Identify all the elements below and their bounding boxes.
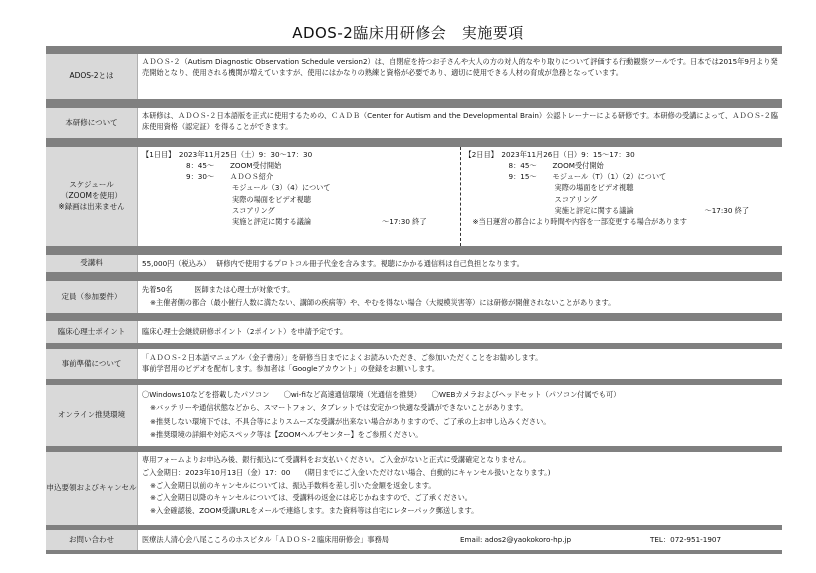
schedule-day1 (138, 147, 461, 246)
row-label: 申込要領およびキャンセル (46, 452, 138, 525)
row-schedule (46, 147, 782, 246)
row-content (138, 385, 782, 446)
row-fee (46, 255, 782, 272)
schedule-line: 9：30～ ＡＤＯＳ紹介 (186, 172, 274, 182)
row-content (138, 349, 782, 379)
about-description: 本研修は、ＡＤＯＳ-２日本語版を正式に使用するための、ＣＡＤＢ（Center for Autism and the Developmental Brain）公認トレーナーによる研修です。本研修の受講によって、ＡＤＯＳ-２臨床使用資格（認定証）を得ることができます。 (142, 111, 778, 132)
contact-email[interactable]: Email: ados2@yaokokoro-hp.jp (460, 535, 572, 544)
schedule-line: 実施と評定に関する議論 ～17:30 終了 (554, 205, 750, 215)
row-label: オンライン推奨環境 (46, 385, 138, 446)
online-note: ※推奨環境の詳細や対応スペック等は【ZOOMヘルプセンター】をご参照ください。 (150, 429, 423, 439)
row-divider (46, 272, 782, 281)
schedule-sub: スコアリング (554, 194, 598, 204)
row-online (46, 385, 782, 446)
schedule-sub: 実際の場面をビデオ視聴 (232, 194, 311, 204)
day1-header: 【1日目】 2023年11月25日（土）9：30～17：30 (142, 150, 313, 159)
schedule-sub: 実際の場面をビデオ視聴 (554, 183, 634, 193)
online-note: ※バッテリーや通信状態などから、スマートフォン、タブレットでは安定かつ快適な受講ができないことがあります。 (150, 403, 528, 413)
apply-text: 専用フォームよりお申込み後、銀行振込にて受講料をお支払いください。ご入金がないと正式に受講確定となりません。 (142, 455, 531, 464)
row-content (138, 108, 782, 138)
schedule-label-line: （ZOOMを使用） (61, 191, 122, 201)
schedule-note: ※当日運営の都合により時間や内容を一部変更する場合があります (472, 216, 687, 226)
schedule-day2 (461, 147, 783, 246)
schedule-line: 9：15～ モジュール（T）（1）（2）について (508, 172, 667, 182)
row-content (138, 452, 782, 525)
prep-text: 「ＡＤＯＳ-２日本語マニュアル（金子書房）」を研修当日までによくお読みいただき、ご参加いただくことをお勧めします。 (142, 353, 543, 362)
row-label: 事前準備について (46, 349, 138, 379)
row-divider (46, 246, 782, 255)
ados-description: ＡＤＯＳ-２（Autism Diagnostic Observation Schedule version2）は、自閉症を持つお子さんや大人の方の対人的なやり取りについて評価する行動観察ツールです。日本では2015年9月より発売開始となり、使用される機関が増えていますが、使用にはかなりの熟練と資格が必要であり、適切に使用できる人材の育成が急務となっています。 (142, 57, 778, 78)
points-text: 臨床心理士会継続研修ポイント（2ポイント）を申請予定です。 (142, 327, 348, 336)
row-apply (46, 452, 782, 525)
apply-note: ※入金確認後、ZOOM受講URLをメールで連絡します。また資料等は自宅にレターパック郵送します。 (150, 506, 479, 516)
row-content (138, 147, 782, 246)
capacity-text: 先着50名 医師または心理士が対象です。 (142, 285, 295, 294)
online-note: ※推奨しない環境下では、不具合等によりスムーズな受講が出来ない場合がありますので、ご了承の上お申し込みください。 (150, 416, 551, 426)
schedule-label-line: ※録画は出来ません (58, 201, 125, 211)
schedule-sub: スコアリング (232, 205, 275, 215)
online-requirements: 〇Windows10などを搭載したパソコン 〇wi-fiなど高速通信環境（光通信を推奨） 〇WEBカメラおよびヘッドセット（パソコン付属でも可） (142, 390, 621, 399)
schedule-sub: モジュール（3）（4）について (232, 183, 331, 193)
row-divider (46, 550, 782, 554)
page-title: ADOS-2臨床用研修会 実施要項 (292, 24, 524, 42)
apply-deadline: ご入金期日：2023年10月13日（金）17：00 (期日までにご入金いただけない場合、自動的にキャンセル扱いとなります。) (142, 467, 551, 477)
row-content (138, 54, 782, 99)
prep-text: 事前学習用のビデオを配布します。参加者は「Googleアカウント」の登録をお願いします。 (142, 364, 440, 374)
capacity-note: ※主催者側の都合（最小催行人数に満たない、講師の疾病等）や、やむを得ない場合（大規模災害等）には研修が開催されないことがあります。 (150, 297, 616, 307)
day2-header: 【2日目】 2023年11月26日（日）9：15～17：30 (464, 150, 635, 159)
schedule-line: 8：45～ ZOOM受付開始 (508, 161, 604, 171)
row-capacity (46, 281, 782, 313)
row-content (138, 281, 782, 313)
row-label: 臨床心理士ポイント (46, 321, 138, 343)
schedule-label-line: スケジュール (69, 180, 114, 190)
schedule-line: 8：45～ ZOOM受付開始 (186, 161, 282, 171)
fee-text: 55,000円（税込み） 研修内で使用するプロトコル冊子代金を含みます。視聴にかかる通信料は自己負担となります。 (142, 259, 524, 268)
row-content (138, 530, 782, 550)
row-contact (46, 530, 782, 550)
row-label: 本研修について (46, 108, 138, 138)
row-prep (46, 349, 782, 379)
row-about (46, 108, 782, 138)
row-label: 受講料 (46, 255, 138, 272)
row-content (138, 321, 782, 343)
apply-note: ※ご入金期日以前のキャンセルについては、振込手数料を差し引いた金額を返金します。 (150, 480, 436, 490)
row-ados (46, 54, 782, 99)
row-label: お問い合わせ (46, 530, 138, 550)
row-divider (46, 46, 782, 54)
row-divider (46, 313, 782, 321)
apply-note: ※ご入金期日以降のキャンセルについては、受講料の返金には応じかねますので、ご了承ください。 (150, 493, 472, 503)
row-label (46, 147, 138, 246)
schedule-line: 実施と評定に関する議論 ～17:30 終了 (232, 216, 427, 226)
row-divider (46, 99, 782, 108)
row-label: ADOS-2とは (46, 54, 138, 99)
contact-org: 医療法人清心会八尾こころのホスピタル「ＡＤＯＳ-２臨床用研修会」事務局 (142, 535, 389, 544)
row-label: 定員（参加要件） (46, 281, 138, 313)
contact-phone: TEL：072-951-1907 (650, 535, 722, 544)
row-points (46, 321, 782, 343)
row-divider (46, 138, 782, 147)
row-content (138, 255, 782, 272)
